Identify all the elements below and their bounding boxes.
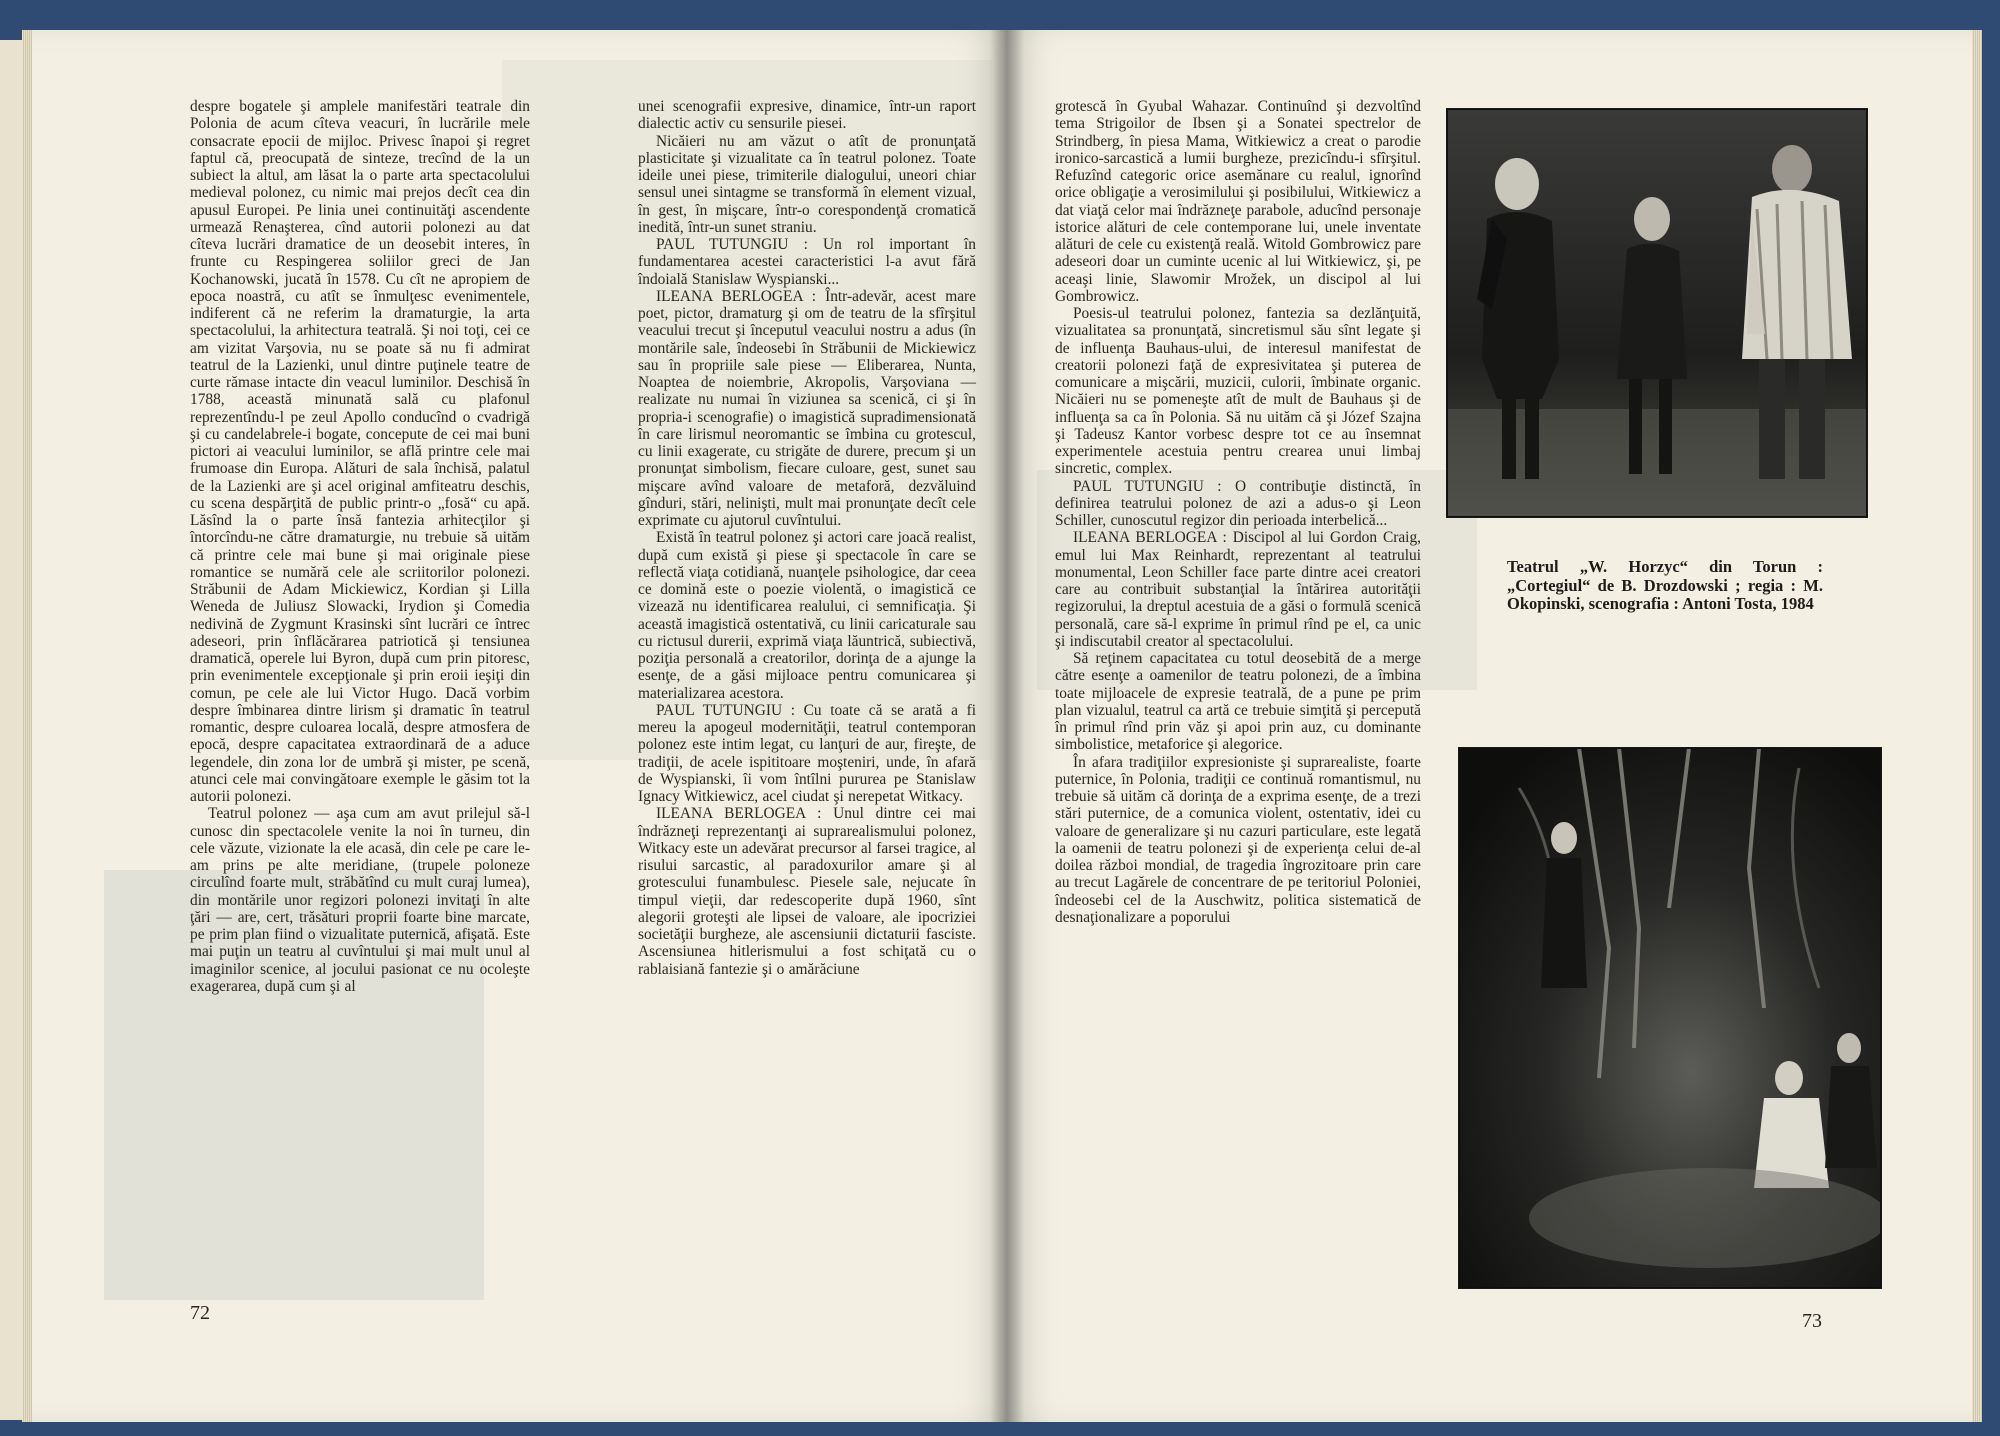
photo-caption: Teatrul „W. Horzyc“ din Torun : „Cortegiul“ de B. Drozdowski ; regia : M. Okopinski, scenografia : Antoni Tosta, 1984 bbox=[1507, 557, 1823, 613]
stage-photo-1 bbox=[1446, 108, 1868, 518]
page-number-right: 73 bbox=[1802, 1310, 1822, 1332]
book-gutter bbox=[990, 30, 1024, 1422]
paragraph: grotescă în Gyubal Wahazar. Continuînd şi dezvoltînd tema Strigoilor de Ibsen şi a Sonatei spectrelor de Strindberg, în piesa Mama, Witkiewicz a creat o parodie ironico-sarcastică a lumii burgheze, prezicîndu-i sfîrşitul. Refuzînd categoric orice asemănare cu realul, ignorînd orice obligaţie a verosimilului şi posibilului, Witkiewicz a dat viaţă celor mai îndrăzneţe parabole, aducînd personaje istorice alături de cele contemporane lui, unele inventate alături de cele cu existenţă reală. Witold Gombrowicz pare adeseori doar un cuminte ucenic al lui Witkiewicz, şi, pe aceaşi linie, Slawomir Mrožek, un discipol al lui Gombrowicz. bbox=[1055, 98, 1421, 305]
paragraph: Teatrul polonez — aşa cum am avut prilejul să-l cunosc din spectacolele venite la noi în turneu, din cele văzute, vizionate la ele acasă, din cele pe care le-am prins pe alte meridiane, (trupele poloneze circulînd foarte mult, străbătînd cu mult curaj lumea), din montările unor regizori polonezi invitaţi în alte ţări — are, cert, trăsături proprii foarte bine marcate, pe prim plan fiind o vizualitate puternică, afişată. Este mai puţin un teatru al cuvîntului şi mai mult unul al imaginilor scenice, al jocului pasionat ce nu ocoleşte exagerarea, după cum şi al bbox=[190, 805, 530, 995]
text-column-1 bbox=[190, 98, 530, 995]
page-number-left: 72 bbox=[190, 1302, 210, 1324]
right-page-edges bbox=[1972, 30, 1982, 1422]
dialogue-paragraph: PAUL TUTUNGIU : Un rol important în fundamentarea acestei caracteristici l-a avut fără îndoială Stanislaw Wyspianski... bbox=[638, 236, 976, 288]
dialogue-paragraph: ILEANA BERLOGEA : Unul dintre cei mai îndrăzneţi reprezentanţi ai suprarealismului polonez, Witkacy este un adevărat precursor al farsei tragice, al risului sarcastic, al paradoxurilor amare şi al grotescului funambulesc. Piesele sale, nejucate în timpul vieţii, dar redescoperite după 1960, sînt alegorii groteşti ale lipsei de valoare, ale ipocriziei societăţii burgheze, ale ascensiunii dictaturii fasciste. Ascensiunea hitlerismului a fost schiţată cu o rablaisiană fantezie şi o amărăciune bbox=[638, 805, 976, 978]
paragraph: despre bogatele şi amplele manifestări teatrale din Polonia de acum cîteva veacuri, în lucrările mele consacrate epocii de mijloc. Privesc înapoi şi regret faptul că, preocupată de sinteze, trecînd de la un subiect la altul, am lăsat la o parte arta spectacolului medieval polonez, cu nimic mai prejos decît cea din apusul Europei. Pe linia unei continuităţi ascendente urmează Renaşterea, cînd autorii polonezi au dat cîteva lucrări dramatice de un deosebit interes, în frunte cu Respingerea soliilor greci de Jan Kochanowski, jucată în 1578. Cu cît ne apropiem de epoca noastră, cu atît se înmulţesc evenimentele, indiferent că ne referim la dramaturgie, la arta spectacolului, la arhitectura teatrală. Şi noi toţi, cei ce am vizitat Varşovia, nu se poate să nu fi admirat teatrul de la Lazienki, unul dintre puţinele teatre de curte rămase intacte din veacul luminilor. Deschisă în 1788, această minunată sală cu plafonul reprezentîndu-l pe zeul Apollo conducînd o cvadrigă şi cu candelabrele-i bogate, concepute de cei mai buni pictori ai veacului luminilor, se află printre cele mai frumoase din Europa. Alături de sala închisă, palatul de la Lazienki are şi acel original amfiteatru deschis, cu scena despărţită de public printr-o „fosă“ cu apă. Lăsînd la o parte însă fantezia arhitecţilor şi întorcîndu-ne către dramaturgie, nu trebuie să uităm că printre cele mai bune şi mai originale piese romantice se numără cele ale scriitorilor polonezi. Străbunii de Adam Mickiewicz, Kordian şi Lilla Weneda de Juliusz Slowacki, Irydion şi Comedia nedivină de Zygmunt Krasinski sînt lucrări ce întrec adeseori, prin înflăcărarea patriotică şi tensiunea dramatică, operele lui Byron, după cum prin pitoresc, prin evenimentele excepţionale şi prin eroii ieşiţi din comun, pe cele ale lui Victor Hugo. Dacă vorbim despre îmbinarea dintre lirism şi dramatic în teatrul romantic, despre culoarea locală, despre atmosfera de epocă, despre capacitatea extraordinară de a aduce legendele, din zona lor de umbră şi mister, pe scenă, atunci cele mai convingătoare exemple le găsim tot la autorii polonezi. bbox=[190, 98, 530, 805]
text-column-2 bbox=[638, 98, 976, 978]
dialogue-paragraph: ILEANA BERLOGEA : Discipol al lui Gordon Craig, emul lui Max Reinhardt, reprezentant al teatrului monumental, Leon Schiller face parte dintre acei creatori care au contribuit substanţial la întărirea autorităţii regizorului, la dreptul acestuia de a găsi o formulă scenică personală, care să-l exprime în primul rînd pe el, ca unic şi indiscutabil creator al spectacolului. bbox=[1055, 529, 1421, 650]
paragraph: Există în teatrul polonez şi actori care joacă realist, după cum există şi piese şi spectacole în care se reflectă viaţa cotidiană, nuanţele psihologice, dar ceea ce domină este o poezie violentă, o imagistică ce vizează nu identificarea realului, ci semnificaţia. Şi această imagistică ostentativă, cu linii caricaturale sau cu rictusul durerii, exprimă viaţa lăuntrică, subiectivă, poziţia personală a creatorilor, dorinţa de a ajunge la esenţe, de a găsi mijloace pentru comunicarea şi materializarea acestora. bbox=[638, 529, 976, 702]
dialogue-paragraph: PAUL TUTUNGIU : O contribuţie distinctă, în definirea teatrului polonez de azi a adus-o şi Leon Schiller, cunoscutul regizor din perioada interbelică... bbox=[1055, 477, 1421, 529]
paragraph: Să reţinem capacitatea cu totul deosebită de a merge către esenţe a oamenilor de teatru polonezi, de a îmbina toate mijloacele de expresie teatrală, de a pune pe prim plan vizualul, teatrul ca artă ce trebuie simţită şi percepută în primul rînd prin văz şi apoi prin auz, cu dominante simbolistice, metaforice şi alegorice. bbox=[1055, 650, 1421, 754]
dialogue-paragraph: ILEANA BERLOGEA : Într-adevăr, acest mare poet, pictor, dramaturg şi om de teatru de la sfîrşitul veacului trecut şi începutul veacului nostru a adus (în montările sale, îndeosebi în Străbunii de Mickiewicz sau în propriile sale piese — Eliberarea, Nunta, Noaptea de noiembrie, Akropolis, Varşoviana — realizate nu numai în viziunea sa scenică, ci şi în propria-i scenografie) o imagistică supradimensionată în care lirismul neoromantic se îmbina cu grotescul, cu linii exagerate, cu strigăte de durere, precum şi un pronunţat simbolism, fiecare culoare, gest, sunet sau mişcare avînd valoare de metaforă, dezvăluind gînduri, stări, nelinişti, mult mai pronunţate decît cele exprimate cu ajutorul cuvîntului. bbox=[638, 287, 976, 529]
paragraph: Poesis-ul teatrului polonez, fantezia sa dezlănţuită, vizualitatea sa pronunţată, sincretismul său sînt legate şi de influenţa Bauhaus-ului, de interesul manifestat de creatorii polonezi faţă de expresivitatea şi puterea de comunicare a mişcării, muzicii, culorii, îmbinate organic. Nicăieri nu se pomeneşte atît de mult de Bauhaus şi de influenţa sa ca în Polonia. Să nu uităm că şi Józef Szajna şi Tadeusz Kantor vorbesc despre tot ce au însemnat experimentele acestuia pentru crearea unui limbaj sincretic, complex. bbox=[1055, 305, 1421, 478]
paragraph: Nicăieri nu am văzut o atît de pronunţată plasticitate şi vizualitate ca în teatrul polonez. Toate ideile unei piese, trimiterile dialogului, uneori chiar sensul unei sintagme se transformă în element vizual, în gest, în mişcare, într-o corespondenţă cromatică inedită, într-un sunet straniu. bbox=[638, 132, 976, 236]
left-page-edges bbox=[22, 30, 32, 1422]
paragraph: unei scenografii expresive, dinamice, într-un raport dialectic activ cu sensurile piesei. bbox=[638, 98, 976, 133]
stage-photo-2 bbox=[1458, 747, 1882, 1289]
text-column-3 bbox=[1055, 98, 1421, 926]
dialogue-paragraph: PAUL TUTUNGIU : Cu toate că se arată a fi mereu la apogeul modernităţii, teatrul contemporan polonez este intim legat, cu lanţuri de aur, fireşte, de tradiţii, de acele ispititoare moşteniri, unde, în afară de Wyspianski, îi vom întîlni pururea pe Stanislaw Ignacy Witkiewicz, acel ciudat şi nerepetat Witkacy. bbox=[638, 701, 976, 805]
paragraph: În afara tradiţiilor expresioniste şi suprarealiste, foarte puternice, în Polonia, tradiţii ce continuă romantismul, nu trebuie să uităm că dorinţa de a exprima esenţe, de a trezi stări puternice, de a comunica violent, ostentativ, idei cu valoare de generalizare şi nu cazuri particulare, este legată la oamenii de teatru polonezi şi de experienţa celui de-al doilea război mondial, de tragedia îngrozitoare prin care au trecut Lagărele de concentrare de pe teritoriul Poloniei, îndeosebi cel de la Auschwitz, politica sistematică de desnaţionalizare a poporului bbox=[1055, 753, 1421, 926]
cover-edge bbox=[0, 40, 23, 1420]
